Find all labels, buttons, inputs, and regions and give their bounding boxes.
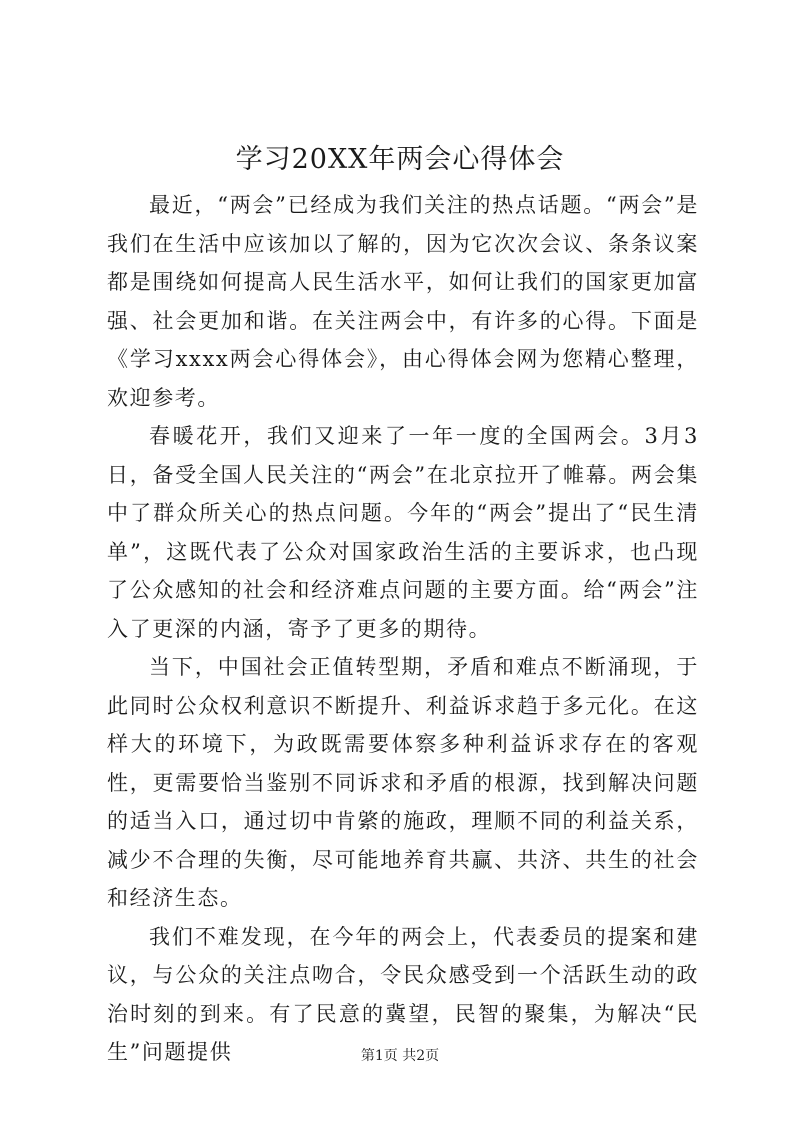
page-number-footer: 第1页 共2页 [360, 1048, 440, 1064]
document-body [107, 186, 699, 1072]
paragraph-proposals: 我们不难发现，在今年的两会上，代表委员的提案和建议，与公众的关注点吻合，令民众感受到一个活跃生动的政治时刻的到来。有了民意的冀望，民智的聚集，为解决“民生”问题提供 [107, 924, 699, 1064]
paragraph-intro: 最近，“两会”已经成为我们关注的热点话题。“两会”是我们在生活中应该加以了解的，因为它次次会议、条条议案都是围绕如何提高人民生活水平，如何让我们的国家更加富强、社会更加和谐。在关注两会中，有许多的心得。下面是《学习xxxx两会心得体会》，由心得体会网为您精心整理，欢迎参考。 [107, 193, 699, 410]
paragraph-transition: 当下，中国社会正值转型期，矛盾和难点不断涌现，于此同时公众权利意识不断提升、利益诉求趋于多元化。在这样大的环境下，为政既需要体察多种利益诉求存在的客观性，更需要恰当鉴别不同诉求和矛盾的根源，找到解决问题的适当入口，通过切中肯綮的施政，理顺不同的利益关系，减少不合理的失衡，尽可能地养育共赢、共济、共生的社会和经济生态。 [107, 655, 699, 910]
paragraph-spring: 春暖花开，我们又迎来了一年一度的全国两会。3月3日，备受全国人民关注的“两会”在北京拉开了帷幕。两会集中了群众所关心的热点问题。今年的“两会”提出了“民生清单”，这既代表了公众对国家政治生活的主要诉求，也凸现了公众感知的社会和经济难点问题的主要方面。给“两会”注入了更深的内涵，寄予了更多的期待。 [107, 424, 699, 641]
document-title: 学习20XX年两会心得体会 [235, 144, 565, 175]
